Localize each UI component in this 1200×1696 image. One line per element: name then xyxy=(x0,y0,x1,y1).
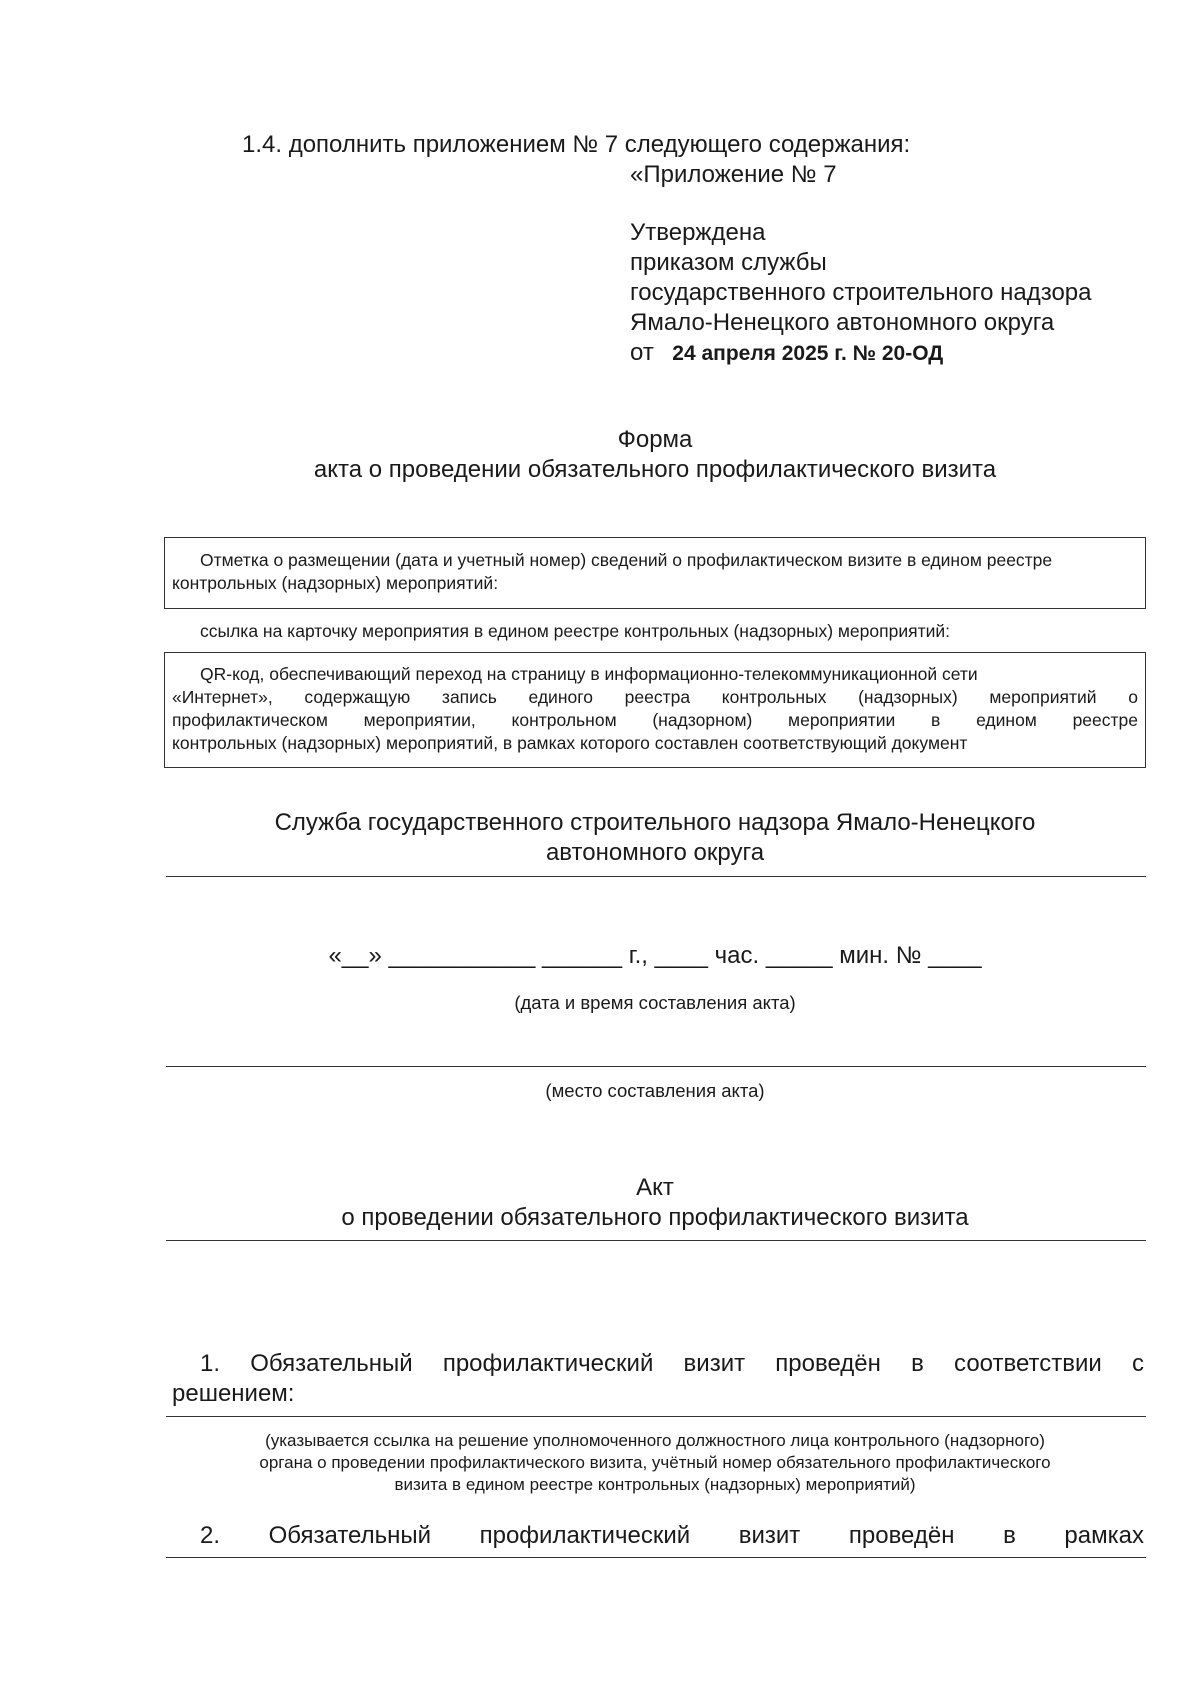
qr-code-box xyxy=(164,652,1146,768)
item1-caption-line1: (указывается ссылка на решение уполномоченного должностного лица контрольного (надзорного) xyxy=(265,1431,1045,1450)
item1-caption xyxy=(150,1430,1160,1496)
order-date-line xyxy=(630,338,943,368)
qr-text-line4: контрольных (надзорных) мероприятий, в рамках которого составлен соответствующий документ xyxy=(172,733,968,753)
item1-caption-line2: органа о проведении профилактического визита, учётный номер обязательного профилактического xyxy=(259,1453,1051,1472)
qr-text-line2: «Интернет», содержащую запись единого реестра контрольных (надзорных) мероприятий о xyxy=(172,687,1138,707)
registry-mark-box xyxy=(164,537,1146,609)
approved-by-order: приказом службы xyxy=(630,249,827,276)
item1-line2: решением: xyxy=(172,1380,295,1407)
item1-line1: 1. Обязательный профилактический визит проведён в соответствии с xyxy=(200,1350,1144,1377)
act-datetime-caption: (дата и время составления акта) xyxy=(514,992,796,1013)
approved-label: Утверждена xyxy=(630,219,766,246)
qr-text-line3: профилактическом мероприятии, контрольном (надзорном) мероприятии в едином реестре xyxy=(172,710,1138,730)
registry-link-note: ссылка на карточку мероприятия в едином реестре контрольных (надзорных) мероприятий: xyxy=(200,621,951,641)
item2-underline xyxy=(166,1557,1146,1558)
item1-underline xyxy=(166,1416,1146,1417)
act-title-line2: о проведении обязательного профилактического визита xyxy=(341,1204,969,1231)
approved-line4: Ямало-Ненецкого автономного округа xyxy=(630,309,1055,336)
item2-text xyxy=(172,1521,1144,1551)
registry-mark-text: Отметка о размещении (дата и учетный номер) сведений о профилактическом визите в едином реестре контрольных (надзорных) мероприятий: xyxy=(172,550,1053,593)
order-date-number: 24 апреля 2025 г. № 20-ОД xyxy=(672,342,944,365)
act-title-line1: Акт xyxy=(636,1174,674,1201)
agency-line2: автономного округа xyxy=(545,839,765,866)
form-title-line1: Форма xyxy=(617,426,693,453)
approved-line3: государственного строительного надзора xyxy=(630,279,1092,306)
agency-line1: Служба государственного строительного надзора Ямало-Ненецкого xyxy=(274,809,1036,836)
item1-text xyxy=(172,1349,1144,1409)
amendment-line: 1.4. дополнить приложением № 7 следующего содержания: xyxy=(242,131,911,158)
act-title-underline xyxy=(166,1240,1146,1241)
form-title-line2: акта о проведении обязательного профилактического визита xyxy=(313,456,997,483)
act-datetime-line: «__» ___________ ______ г., ____ час. _____ мин. № ____ xyxy=(328,942,982,969)
agency-underline xyxy=(166,876,1146,877)
place-line xyxy=(166,1066,1146,1067)
item1-caption-line3: визита в едином реестре контрольных (надзорных) мероприятий) xyxy=(394,1475,916,1494)
item2-line1: 2. Обязательный профилактический визит проведён в рамках xyxy=(200,1522,1144,1549)
appendix-title: «Приложение № 7 xyxy=(630,161,837,188)
from-label: от xyxy=(630,339,654,366)
qr-text-line1: QR-код, обеспечивающий переход на страницу в информационно-телекоммуникационной сети xyxy=(200,664,978,684)
place-caption: (место составления акта) xyxy=(545,1080,765,1101)
